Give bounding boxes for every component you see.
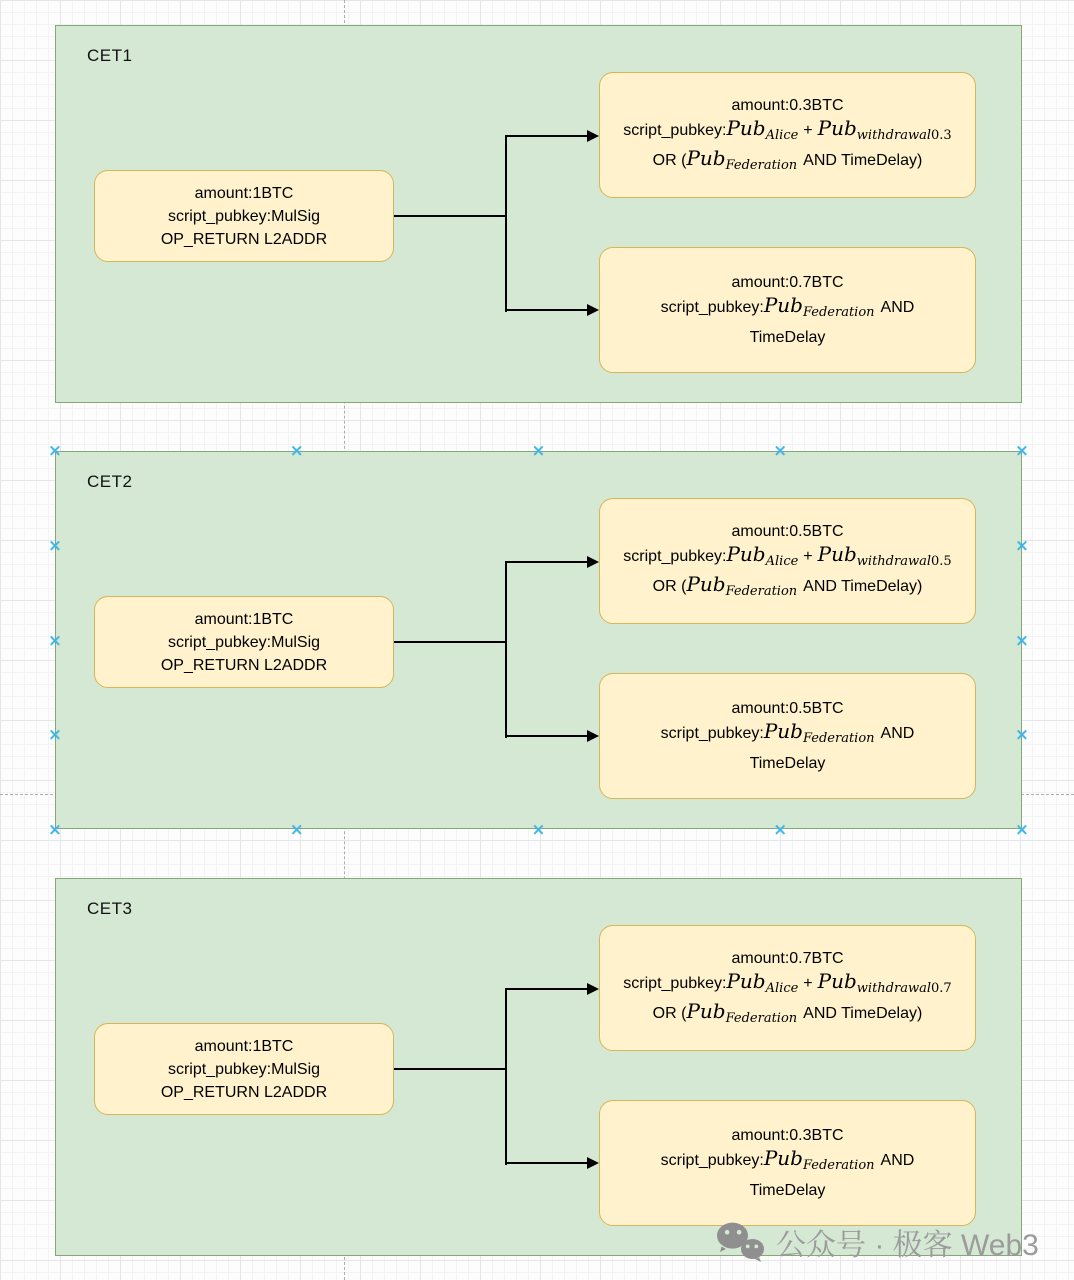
cet2-output-bottom-node[interactable]: [599, 673, 976, 799]
selection-handle-icon[interactable]: ✕: [1015, 725, 1029, 745]
math-pub: Pub: [817, 968, 857, 993]
node-line: TimeDelay: [749, 755, 826, 772]
section-title: CET3: [87, 899, 133, 918]
node-line: OP_RETURN L2ADDR: [160, 230, 328, 248]
connector-line[interactable]: [394, 1068, 506, 1070]
cet2-output-top-node[interactable]: [599, 498, 976, 624]
cet3-output-top-node[interactable]: [599, 925, 976, 1051]
selection-handle-icon[interactable]: ✕: [531, 441, 546, 461]
node-line: OP_RETURN L2ADDR: [160, 656, 328, 674]
connector-line[interactable]: [505, 988, 588, 990]
section-title: CET1: [87, 46, 133, 65]
selection-handle-icon[interactable]: ✕: [773, 820, 787, 840]
connector-line[interactable]: [505, 735, 588, 737]
wechat-icon: [716, 1221, 766, 1263]
node-line: script_pubkey:Pub$_{Federation}$ AND: [660, 719, 915, 746]
math-pub: Pub: [726, 541, 766, 566]
connector-line[interactable]: [505, 135, 507, 312]
node-line: amount:1BTC: [194, 184, 294, 202]
cet2-group[interactable]: [55, 451, 1022, 829]
connector-line[interactable]: [505, 561, 588, 563]
watermark: [716, 1220, 1039, 1264]
selection-handle-icon[interactable]: ✕: [48, 536, 62, 556]
selection-handle-icon[interactable]: ✕: [290, 820, 304, 840]
node-line: script_pubkey:Pub$_{Federation}$ AND: [660, 293, 915, 320]
node-line: amount:0.5BTC: [731, 522, 844, 540]
cet1-group[interactable]: [55, 25, 1022, 403]
node-line: amount:0.5BTC: [731, 700, 844, 717]
node-line: script_pubkey:Pub$_{Alice}$ + Pub$_{withdrawal0.5}$: [623, 541, 952, 569]
node-line: OR (Pub$_{Federation}$ AND TimeDelay): [652, 571, 923, 599]
node-line: script_pubkey:MulSig: [167, 633, 321, 651]
section-title: CET2: [87, 472, 133, 491]
selection-handle-icon[interactable]: ✕: [1015, 631, 1029, 650]
node-line: amount:0.3BTC: [731, 1127, 844, 1144]
math-pub: Pub: [686, 145, 726, 170]
selection-handle-icon[interactable]: ✕: [531, 820, 546, 840]
node-line: amount:0.7BTC: [731, 949, 844, 967]
node-line: script_pubkey:MulSig: [167, 207, 321, 225]
node-line: amount:0.3BTC: [731, 96, 844, 114]
node-line: script_pubkey:Pub$_{Alice}$ + Pub$_{withdrawal0.7}$: [623, 968, 952, 996]
math-pub: Pub: [726, 968, 766, 993]
math-pub: Pub: [763, 293, 803, 317]
connector-line[interactable]: [505, 1162, 588, 1164]
connector-line[interactable]: [394, 641, 506, 643]
node-line: amount:1BTC: [194, 610, 294, 628]
cet3-group[interactable]: [55, 878, 1022, 1256]
watermark-text: 公众号 · 极客 Web3: [776, 1229, 1039, 1262]
selection-handle-icon[interactable]: ✕: [48, 441, 62, 461]
cet3-output-bottom-node[interactable]: [599, 1100, 976, 1226]
math-pub: Pub: [817, 115, 857, 140]
cet2-input-node[interactable]: [94, 596, 394, 688]
node-line: script_pubkey:MulSig: [167, 1060, 321, 1078]
node-line: amount:1BTC: [194, 1037, 294, 1055]
node-line: script_pubkey:Pub$_{Alice}$ + Pub$_{withdrawal0.3}$: [623, 115, 952, 143]
connector-line[interactable]: [505, 561, 507, 738]
selection-handle-icon[interactable]: ✕: [1015, 441, 1029, 461]
math-pub: Pub: [817, 541, 857, 566]
selection-handle-icon[interactable]: ✕: [1015, 820, 1029, 840]
connector-line[interactable]: [505, 988, 507, 1165]
math-pub: Pub: [763, 1146, 803, 1170]
connector-line[interactable]: [394, 215, 506, 217]
node-line: amount:0.7BTC: [731, 274, 844, 291]
connector-line[interactable]: [505, 309, 588, 311]
arrowhead-icon: [587, 130, 599, 142]
selection-handle-icon[interactable]: ✕: [48, 820, 62, 840]
arrowhead-icon: [587, 730, 599, 742]
node-line: OR (Pub$_{Federation}$ AND TimeDelay): [652, 998, 923, 1026]
cet1-output-bottom-node[interactable]: [599, 247, 976, 373]
cet1-input-node[interactable]: [94, 170, 394, 262]
selection-handle-icon[interactable]: ✕: [1015, 536, 1029, 556]
node-line: OR (Pub$_{Federation}$ AND TimeDelay): [652, 145, 923, 173]
connector-line[interactable]: [505, 135, 588, 137]
selection-handle-icon[interactable]: ✕: [773, 441, 787, 461]
math-pub: Pub: [686, 571, 726, 596]
selection-handle-icon[interactable]: ✕: [48, 631, 62, 650]
node-line: script_pubkey:Pub$_{Federation}$ AND: [660, 1146, 915, 1173]
cet1-output-top-node[interactable]: [599, 72, 976, 198]
node-line: TimeDelay: [749, 1182, 826, 1199]
selection-handle-icon[interactable]: ✕: [48, 725, 62, 745]
cet3-input-node[interactable]: [94, 1023, 394, 1115]
math-pub: Pub: [726, 115, 766, 140]
selection-handle-icon[interactable]: ✕: [290, 441, 304, 461]
arrowhead-icon: [587, 1157, 599, 1169]
node-line: TimeDelay: [749, 329, 826, 346]
math-pub: Pub: [686, 998, 726, 1023]
arrowhead-icon: [587, 983, 599, 995]
node-line: OP_RETURN L2ADDR: [160, 1083, 328, 1101]
arrowhead-icon: [587, 304, 599, 316]
math-pub: Pub: [763, 719, 803, 743]
arrowhead-icon: [587, 556, 599, 568]
